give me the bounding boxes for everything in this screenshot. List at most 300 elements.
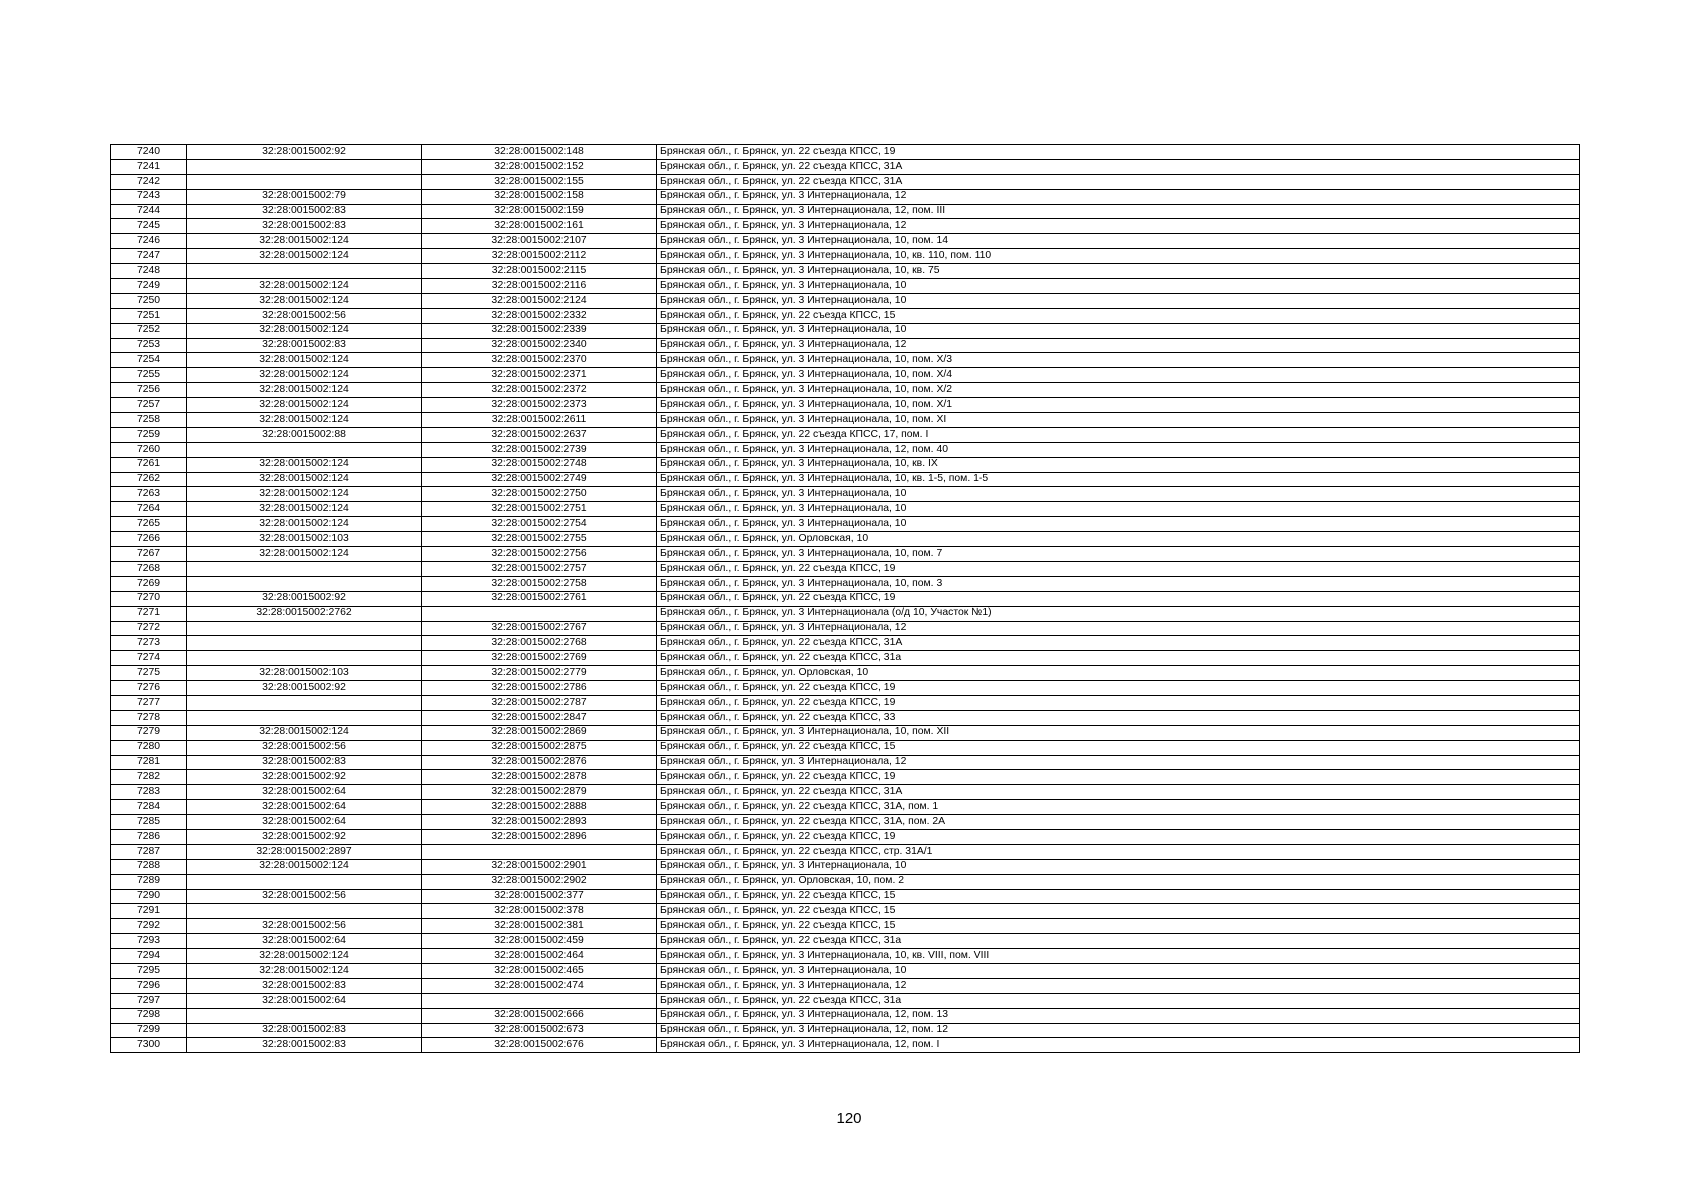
cadastral-number-cell: 32:28:0015002:2875	[422, 740, 657, 755]
row-number-cell: 7242	[111, 174, 187, 189]
parent-cadastral-number-cell: 32:28:0015002:83	[187, 204, 422, 219]
table-row	[111, 398, 1580, 413]
cadastral-number-cell: 32:28:0015002:2769	[422, 651, 657, 666]
cadastral-table	[110, 144, 1580, 1053]
parent-cadastral-number-cell: 32:28:0015002:92	[187, 770, 422, 785]
address-cell: Брянская обл., г. Брянск, ул. 3 Интернационала, 10	[657, 963, 1580, 978]
table-row	[111, 681, 1580, 696]
parent-cadastral-number-cell: 32:28:0015002:124	[187, 368, 422, 383]
table-row	[111, 710, 1580, 725]
address-cell: Брянская обл., г. Брянск, ул. 22 съезда КПСС, 15	[657, 904, 1580, 919]
parent-cadastral-number-cell: 32:28:0015002:79	[187, 189, 422, 204]
row-number-cell: 7274	[111, 651, 187, 666]
table-row	[111, 963, 1580, 978]
cadastral-number-cell: 32:28:0015002:2371	[422, 368, 657, 383]
row-number-cell: 7291	[111, 904, 187, 919]
cadastral-number-cell	[422, 606, 657, 621]
row-number-cell: 7261	[111, 457, 187, 472]
row-number-cell: 7288	[111, 859, 187, 874]
row-number-cell: 7276	[111, 681, 187, 696]
table-row	[111, 547, 1580, 562]
table-row	[111, 666, 1580, 681]
table-row	[111, 249, 1580, 264]
address-cell: Брянская обл., г. Брянск, ул. 3 Интернационала, 10	[657, 279, 1580, 294]
cadastral-number-cell: 32:28:0015002:2637	[422, 427, 657, 442]
parent-cadastral-number-cell: 32:28:0015002:56	[187, 308, 422, 323]
address-cell: Брянская обл., г. Брянск, ул. 22 съезда КПСС, 19	[657, 770, 1580, 785]
cadastral-number-cell: 32:28:0015002:2758	[422, 576, 657, 591]
row-number-cell: 7297	[111, 993, 187, 1008]
cadastral-number-cell: 32:28:0015002:2786	[422, 681, 657, 696]
parent-cadastral-number-cell: 32:28:0015002:124	[187, 963, 422, 978]
row-number-cell: 7248	[111, 264, 187, 279]
parent-cadastral-number-cell	[187, 874, 422, 889]
parent-cadastral-number-cell	[187, 442, 422, 457]
table-row	[111, 621, 1580, 636]
table-body	[111, 145, 1580, 1053]
address-cell: Брянская обл., г. Брянск, ул. 3 Интернационала, 10, кв. 75	[657, 264, 1580, 279]
address-cell: Брянская обл., г. Брянск, ул. 3 Интернационала, 10	[657, 323, 1580, 338]
cadastral-number-cell: 32:28:0015002:378	[422, 904, 657, 919]
table-row	[111, 636, 1580, 651]
table-row	[111, 755, 1580, 770]
address-cell: Брянская обл., г. Брянск, ул. 3 Интернационала, 10	[657, 502, 1580, 517]
cadastral-number-cell: 32:28:0015002:2756	[422, 547, 657, 562]
table-row	[111, 829, 1580, 844]
address-cell: Брянская обл., г. Брянск, ул. 3 Интернационала, 10	[657, 859, 1580, 874]
address-cell: Брянская обл., г. Брянск, ул. 22 съезда КПСС, 31а	[657, 934, 1580, 949]
row-number-cell: 7243	[111, 189, 187, 204]
parent-cadastral-number-cell	[187, 1008, 422, 1023]
address-cell: Брянская обл., г. Брянск, ул. 22 съезда КПСС, 31А	[657, 636, 1580, 651]
parent-cadastral-number-cell: 32:28:0015002:64	[187, 934, 422, 949]
table-row	[111, 487, 1580, 502]
parent-cadastral-number-cell: 32:28:0015002:124	[187, 293, 422, 308]
row-number-cell: 7273	[111, 636, 187, 651]
parent-cadastral-number-cell: 32:28:0015002:83	[187, 978, 422, 993]
parent-cadastral-number-cell	[187, 904, 422, 919]
parent-cadastral-number-cell: 32:28:0015002:56	[187, 919, 422, 934]
cadastral-number-cell: 32:28:0015002:2116	[422, 279, 657, 294]
table-row	[111, 368, 1580, 383]
parent-cadastral-number-cell: 32:28:0015002:124	[187, 517, 422, 532]
address-cell: Брянская обл., г. Брянск, ул. 3 Интернационала, 10, пом. Х/4	[657, 368, 1580, 383]
cadastral-number-cell	[422, 993, 657, 1008]
row-number-cell: 7289	[111, 874, 187, 889]
address-cell: Брянская обл., г. Брянск, ул. 3 Интернационала, 12	[657, 189, 1580, 204]
row-number-cell: 7286	[111, 829, 187, 844]
table-row	[111, 740, 1580, 755]
parent-cadastral-number-cell	[187, 159, 422, 174]
row-number-cell: 7249	[111, 279, 187, 294]
table-row	[111, 457, 1580, 472]
parent-cadastral-number-cell: 32:28:0015002:2762	[187, 606, 422, 621]
cadastral-number-cell: 32:28:0015002:2893	[422, 815, 657, 830]
cadastral-number-cell: 32:28:0015002:465	[422, 963, 657, 978]
address-cell: Брянская обл., г. Брянск, ул. 3 Интернационала, 10, пом. Х/3	[657, 353, 1580, 368]
parent-cadastral-number-cell: 32:28:0015002:124	[187, 279, 422, 294]
address-cell: Брянская обл., г. Брянск, ул. 22 съезда КПСС, 31а	[657, 993, 1580, 1008]
cadastral-number-cell: 32:28:0015002:2370	[422, 353, 657, 368]
row-number-cell: 7280	[111, 740, 187, 755]
table-row	[111, 308, 1580, 323]
table-row	[111, 1023, 1580, 1038]
address-cell: Брянская обл., г. Брянск, ул. 3 Интернационала, 12, пом. I	[657, 1038, 1580, 1053]
cadastral-number-cell: 32:28:0015002:459	[422, 934, 657, 949]
table-row	[111, 800, 1580, 815]
table-row	[111, 576, 1580, 591]
cadastral-number-cell: 32:28:0015002:2755	[422, 532, 657, 547]
address-cell: Брянская обл., г. Брянск, ул. 3 Интернационала, 12	[657, 338, 1580, 353]
table-row	[111, 472, 1580, 487]
address-cell: Брянская обл., г. Брянск, ул. 3 Интернационала, 12	[657, 219, 1580, 234]
table-row	[111, 219, 1580, 234]
table-row	[111, 234, 1580, 249]
parent-cadastral-number-cell: 32:28:0015002:124	[187, 502, 422, 517]
cadastral-number-cell: 32:28:0015002:673	[422, 1023, 657, 1038]
parent-cadastral-number-cell: 32:28:0015002:64	[187, 993, 422, 1008]
table-row	[111, 413, 1580, 428]
address-cell: Брянская обл., г. Брянск, ул. 22 съезда КПСС, 15	[657, 889, 1580, 904]
parent-cadastral-number-cell: 32:28:0015002:88	[187, 427, 422, 442]
cadastral-number-cell	[422, 844, 657, 859]
parent-cadastral-number-cell	[187, 174, 422, 189]
table-row	[111, 189, 1580, 204]
address-cell: Брянская обл., г. Брянск, ул. 22 съезда КПСС, 19	[657, 145, 1580, 160]
table-row	[111, 561, 1580, 576]
cadastral-number-cell: 32:28:0015002:2739	[422, 442, 657, 457]
cadastral-number-cell: 32:28:0015002:161	[422, 219, 657, 234]
cadastral-number-cell: 32:28:0015002:2112	[422, 249, 657, 264]
cadastral-number-cell: 32:28:0015002:2750	[422, 487, 657, 502]
row-number-cell: 7299	[111, 1023, 187, 1038]
parent-cadastral-number-cell: 32:28:0015002:83	[187, 755, 422, 770]
row-number-cell: 7246	[111, 234, 187, 249]
table-row	[111, 279, 1580, 294]
parent-cadastral-number-cell: 32:28:0015002:92	[187, 591, 422, 606]
address-cell: Брянская обл., г. Брянск, ул. 3 Интернационала, 10, пом. XII	[657, 725, 1580, 740]
parent-cadastral-number-cell: 32:28:0015002:92	[187, 681, 422, 696]
parent-cadastral-number-cell: 32:28:0015002:124	[187, 323, 422, 338]
address-cell: Брянская обл., г. Брянск, ул. 22 съезда КПСС, 19	[657, 829, 1580, 844]
address-cell: Брянская обл., г. Брянск, ул. 3 Интернационала, 12, пом. 13	[657, 1008, 1580, 1023]
table-row	[111, 874, 1580, 889]
row-number-cell: 7282	[111, 770, 187, 785]
table-row	[111, 204, 1580, 219]
table-row	[111, 264, 1580, 279]
cadastral-number-cell: 32:28:0015002:2779	[422, 666, 657, 681]
parent-cadastral-number-cell: 32:28:0015002:124	[187, 457, 422, 472]
cadastral-number-cell: 32:28:0015002:2902	[422, 874, 657, 889]
row-number-cell: 7281	[111, 755, 187, 770]
row-number-cell: 7267	[111, 547, 187, 562]
row-number-cell: 7271	[111, 606, 187, 621]
parent-cadastral-number-cell: 32:28:0015002:124	[187, 725, 422, 740]
address-cell: Брянская обл., г. Брянск, ул. 3 Интернационала, 10, пом. XI	[657, 413, 1580, 428]
row-number-cell: 7247	[111, 249, 187, 264]
table-row	[111, 949, 1580, 964]
cadastral-number-cell: 32:28:0015002:474	[422, 978, 657, 993]
parent-cadastral-number-cell: 32:28:0015002:124	[187, 249, 422, 264]
cadastral-number-cell: 32:28:0015002:2748	[422, 457, 657, 472]
address-cell: Брянская обл., г. Брянск, ул. 3 Интернационала, 12	[657, 621, 1580, 636]
cadastral-number-cell: 32:28:0015002:2879	[422, 785, 657, 800]
row-number-cell: 7263	[111, 487, 187, 502]
table-row	[111, 1038, 1580, 1053]
row-number-cell: 7265	[111, 517, 187, 532]
row-number-cell: 7253	[111, 338, 187, 353]
parent-cadastral-number-cell: 32:28:0015002:124	[187, 859, 422, 874]
parent-cadastral-number-cell: 32:28:0015002:2897	[187, 844, 422, 859]
cadastral-number-cell: 32:28:0015002:2373	[422, 398, 657, 413]
parent-cadastral-number-cell: 32:28:0015002:124	[187, 383, 422, 398]
row-number-cell: 7292	[111, 919, 187, 934]
row-number-cell: 7241	[111, 159, 187, 174]
row-number-cell: 7268	[111, 561, 187, 576]
table-row	[111, 978, 1580, 993]
parent-cadastral-number-cell: 32:28:0015002:64	[187, 800, 422, 815]
cadastral-number-cell: 32:28:0015002:676	[422, 1038, 657, 1053]
cadastral-number-cell: 32:28:0015002:155	[422, 174, 657, 189]
row-number-cell: 7264	[111, 502, 187, 517]
cadastral-number-cell: 32:28:0015002:2124	[422, 293, 657, 308]
address-cell: Брянская обл., г. Брянск, ул. 22 съезда КПСС, 17, пом. I	[657, 427, 1580, 442]
row-number-cell: 7259	[111, 427, 187, 442]
cadastral-number-cell: 32:28:0015002:2751	[422, 502, 657, 517]
cadastral-number-cell: 32:28:0015002:2339	[422, 323, 657, 338]
parent-cadastral-number-cell	[187, 561, 422, 576]
address-cell: Брянская обл., г. Брянск, ул. Орловская, 10, пом. 2	[657, 874, 1580, 889]
address-cell: Брянская обл., г. Брянск, ул. 3 Интернационала, 10, пом. 3	[657, 576, 1580, 591]
cadastral-number-cell: 32:28:0015002:666	[422, 1008, 657, 1023]
row-number-cell: 7298	[111, 1008, 187, 1023]
row-number-cell: 7275	[111, 666, 187, 681]
cadastral-number-cell: 32:28:0015002:381	[422, 919, 657, 934]
table-row	[111, 427, 1580, 442]
page-number: 120	[836, 1110, 862, 1127]
row-number-cell: 7255	[111, 368, 187, 383]
parent-cadastral-number-cell: 32:28:0015002:124	[187, 487, 422, 502]
table-row	[111, 323, 1580, 338]
address-cell: Брянская обл., г. Брянск, ул. 3 Интернационала, 12, пом. III	[657, 204, 1580, 219]
row-number-cell: 7278	[111, 710, 187, 725]
cadastral-number-cell: 32:28:0015002:2332	[422, 308, 657, 323]
parent-cadastral-number-cell: 32:28:0015002:103	[187, 666, 422, 681]
cadastral-number-cell: 32:28:0015002:2869	[422, 725, 657, 740]
cadastral-number-cell: 32:28:0015002:2901	[422, 859, 657, 874]
table-row	[111, 904, 1580, 919]
table-row	[111, 934, 1580, 949]
parent-cadastral-number-cell: 32:28:0015002:124	[187, 949, 422, 964]
cadastral-number-cell: 32:28:0015002:2749	[422, 472, 657, 487]
row-number-cell: 7251	[111, 308, 187, 323]
row-number-cell: 7277	[111, 695, 187, 710]
row-number-cell: 7244	[111, 204, 187, 219]
parent-cadastral-number-cell: 32:28:0015002:92	[187, 829, 422, 844]
row-number-cell: 7287	[111, 844, 187, 859]
row-number-cell: 7293	[111, 934, 187, 949]
table-row	[111, 517, 1580, 532]
row-number-cell: 7294	[111, 949, 187, 964]
parent-cadastral-number-cell: 32:28:0015002:124	[187, 234, 422, 249]
parent-cadastral-number-cell	[187, 636, 422, 651]
cadastral-number-cell: 32:28:0015002:377	[422, 889, 657, 904]
address-cell: Брянская обл., г. Брянск, ул. 22 съезда КПСС, 19	[657, 561, 1580, 576]
cadastral-number-cell: 32:28:0015002:2340	[422, 338, 657, 353]
table-row	[111, 606, 1580, 621]
table-row	[111, 502, 1580, 517]
cadastral-number-cell: 32:28:0015002:2888	[422, 800, 657, 815]
address-cell: Брянская обл., г. Брянск, ул. 3 Интернационала (о/д 10, Участок №1)	[657, 606, 1580, 621]
address-cell: Брянская обл., г. Брянск, ул. 3 Интернационала, 12	[657, 755, 1580, 770]
row-number-cell: 7272	[111, 621, 187, 636]
cadastral-number-cell: 32:28:0015002:159	[422, 204, 657, 219]
parent-cadastral-number-cell	[187, 651, 422, 666]
table-row	[111, 442, 1580, 457]
table-row	[111, 770, 1580, 785]
parent-cadastral-number-cell: 32:28:0015002:83	[187, 1038, 422, 1053]
parent-cadastral-number-cell: 32:28:0015002:124	[187, 472, 422, 487]
address-cell: Брянская обл., г. Брянск, ул. 22 съезда КПСС, 19	[657, 681, 1580, 696]
address-cell: Брянская обл., г. Брянск, ул. 22 съезда КПСС, 31а	[657, 651, 1580, 666]
table-row	[111, 695, 1580, 710]
address-cell: Брянская обл., г. Брянск, ул. 3 Интернационала, 12, пом. 12	[657, 1023, 1580, 1038]
parent-cadastral-number-cell	[187, 576, 422, 591]
table-row	[111, 338, 1580, 353]
table-row	[111, 844, 1580, 859]
table-row	[111, 293, 1580, 308]
table-row	[111, 785, 1580, 800]
parent-cadastral-number-cell: 32:28:0015002:83	[187, 338, 422, 353]
address-cell: Брянская обл., г. Брянск, ул. 3 Интернационала, 10	[657, 487, 1580, 502]
parent-cadastral-number-cell: 32:28:0015002:83	[187, 1023, 422, 1038]
table-row	[111, 919, 1580, 934]
table-row	[111, 725, 1580, 740]
cadastral-number-cell: 32:28:0015002:2876	[422, 755, 657, 770]
row-number-cell: 7252	[111, 323, 187, 338]
address-cell: Брянская обл., г. Брянск, ул. 22 съезда КПСС, 31А	[657, 159, 1580, 174]
row-number-cell: 7300	[111, 1038, 187, 1053]
row-number-cell: 7270	[111, 591, 187, 606]
table-row	[111, 383, 1580, 398]
parent-cadastral-number-cell	[187, 264, 422, 279]
parent-cadastral-number-cell: 32:28:0015002:124	[187, 413, 422, 428]
row-number-cell: 7260	[111, 442, 187, 457]
row-number-cell: 7283	[111, 785, 187, 800]
address-cell: Брянская обл., г. Брянск, ул. 22 съезда КПСС, 15	[657, 308, 1580, 323]
address-cell: Брянская обл., г. Брянск, ул. 3 Интернационала, 10, пом. 14	[657, 234, 1580, 249]
address-cell: Брянская обл., г. Брянск, ул. 3 Интернационала, 10, кв. IX	[657, 457, 1580, 472]
row-number-cell: 7250	[111, 293, 187, 308]
address-cell: Брянская обл., г. Брянск, ул. 22 съезда КПСС, 31А	[657, 785, 1580, 800]
address-cell: Брянская обл., г. Брянск, ул. 3 Интернационала, 10, пом. Х/2	[657, 383, 1580, 398]
parent-cadastral-number-cell: 32:28:0015002:124	[187, 353, 422, 368]
table-row	[111, 532, 1580, 547]
table-row	[111, 174, 1580, 189]
parent-cadastral-number-cell: 32:28:0015002:56	[187, 889, 422, 904]
cadastral-number-cell: 32:28:0015002:2611	[422, 413, 657, 428]
parent-cadastral-number-cell: 32:28:0015002:64	[187, 815, 422, 830]
cadastral-number-cell: 32:28:0015002:2768	[422, 636, 657, 651]
cadastral-number-cell: 32:28:0015002:464	[422, 949, 657, 964]
cadastral-number-cell: 32:28:0015002:152	[422, 159, 657, 174]
table-row	[111, 591, 1580, 606]
address-cell: Брянская обл., г. Брянск, ул. 3 Интернационала, 10, кв. 110, пом. 110	[657, 249, 1580, 264]
row-number-cell: 7266	[111, 532, 187, 547]
table-row	[111, 651, 1580, 666]
address-cell: Брянская обл., г. Брянск, ул. 3 Интернационала, 10, кв. VIII, пом. VIII	[657, 949, 1580, 964]
table-row	[111, 353, 1580, 368]
address-cell: Брянская обл., г. Брянск, ул. 22 съезда КПСС, 31А	[657, 174, 1580, 189]
address-cell: Брянская обл., г. Брянск, ул. 3 Интернационала, 10, пом. 7	[657, 547, 1580, 562]
parent-cadastral-number-cell: 32:28:0015002:56	[187, 740, 422, 755]
parent-cadastral-number-cell	[187, 695, 422, 710]
row-number-cell: 7279	[111, 725, 187, 740]
cadastral-number-cell: 32:28:0015002:2761	[422, 591, 657, 606]
parent-cadastral-number-cell: 32:28:0015002:83	[187, 219, 422, 234]
address-cell: Брянская обл., г. Брянск, ул. Орловская, 10	[657, 532, 1580, 547]
table-row	[111, 815, 1580, 830]
row-number-cell: 7256	[111, 383, 187, 398]
address-cell: Брянская обл., г. Брянск, ул. 22 съезда КПСС, стр. 31А/1	[657, 844, 1580, 859]
row-number-cell: 7295	[111, 963, 187, 978]
address-cell: Брянская обл., г. Брянск, ул. 22 съезда КПСС, 15	[657, 740, 1580, 755]
address-cell: Брянская обл., г. Брянск, ул. 3 Интернационала, 12, пом. 40	[657, 442, 1580, 457]
cadastral-number-cell: 32:28:0015002:2754	[422, 517, 657, 532]
address-cell: Брянская обл., г. Брянск, ул. 22 съезда КПСС, 15	[657, 919, 1580, 934]
row-number-cell: 7296	[111, 978, 187, 993]
table-row	[111, 159, 1580, 174]
address-cell: Брянская обл., г. Брянск, ул. 22 съезда КПСС, 19	[657, 591, 1580, 606]
cadastral-number-cell: 32:28:0015002:2878	[422, 770, 657, 785]
row-number-cell: 7257	[111, 398, 187, 413]
cadastral-number-cell: 32:28:0015002:2115	[422, 264, 657, 279]
row-number-cell: 7269	[111, 576, 187, 591]
parent-cadastral-number-cell	[187, 621, 422, 636]
cadastral-number-cell: 32:28:0015002:2372	[422, 383, 657, 398]
table-row	[111, 1008, 1580, 1023]
address-cell: Брянская обл., г. Брянск, ул. 3 Интернационала, 10, пом. Х/1	[657, 398, 1580, 413]
table-row	[111, 993, 1580, 1008]
cadastral-number-cell: 32:28:0015002:2896	[422, 829, 657, 844]
cadastral-number-cell: 32:28:0015002:2847	[422, 710, 657, 725]
row-number-cell: 7290	[111, 889, 187, 904]
table-row	[111, 889, 1580, 904]
parent-cadastral-number-cell: 32:28:0015002:124	[187, 547, 422, 562]
parent-cadastral-number-cell	[187, 710, 422, 725]
table-row	[111, 145, 1580, 160]
row-number-cell: 7285	[111, 815, 187, 830]
address-cell: Брянская обл., г. Брянск, ул. 3 Интернационала, 10	[657, 517, 1580, 532]
parent-cadastral-number-cell: 32:28:0015002:103	[187, 532, 422, 547]
address-cell: Брянская обл., г. Брянск, ул. 3 Интернационала, 10, кв. 1-5, пом. 1-5	[657, 472, 1580, 487]
address-cell: Брянская обл., г. Брянск, ул. Орловская, 10	[657, 666, 1580, 681]
parent-cadastral-number-cell: 32:28:0015002:124	[187, 398, 422, 413]
cadastral-number-cell: 32:28:0015002:2107	[422, 234, 657, 249]
cadastral-number-cell: 32:28:0015002:158	[422, 189, 657, 204]
address-cell: Брянская обл., г. Брянск, ул. 22 съезда КПСС, 33	[657, 710, 1580, 725]
row-number-cell: 7245	[111, 219, 187, 234]
address-cell: Брянская обл., г. Брянск, ул. 22 съезда КПСС, 31А, пом. 2А	[657, 815, 1580, 830]
address-cell: Брянская обл., г. Брянск, ул. 22 съезда КПСС, 31А, пом. 1	[657, 800, 1580, 815]
cadastral-number-cell: 32:28:0015002:2787	[422, 695, 657, 710]
address-cell: Брянская обл., г. Брянск, ул. 22 съезда КПСС, 19	[657, 695, 1580, 710]
address-cell: Брянская обл., г. Брянск, ул. 3 Интернационала, 10	[657, 293, 1580, 308]
cadastral-number-cell: 32:28:0015002:2767	[422, 621, 657, 636]
parent-cadastral-number-cell: 32:28:0015002:64	[187, 785, 422, 800]
cadastral-number-cell: 32:28:0015002:148	[422, 145, 657, 160]
cadastral-number-cell: 32:28:0015002:2757	[422, 561, 657, 576]
